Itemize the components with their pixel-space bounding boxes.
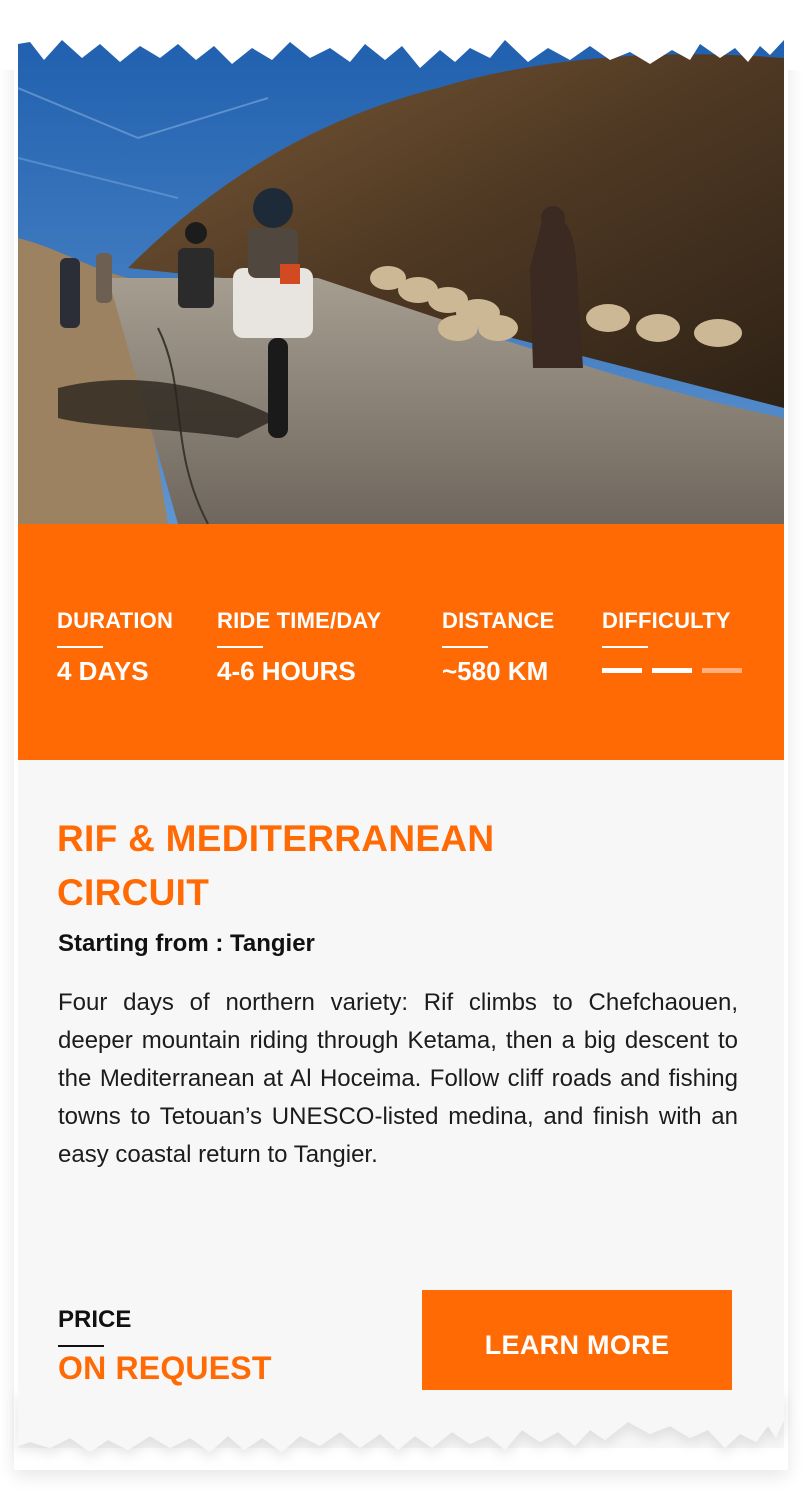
starting-location: Starting from : Tangier	[58, 930, 315, 957]
torn-edge-top	[0, 0, 812, 70]
stat-value: 4 DAYS	[57, 655, 149, 686]
price-divider	[58, 1345, 104, 1347]
stat-label: DURATION	[57, 608, 174, 633]
price-label: PRICE	[58, 1306, 132, 1333]
learn-more-button[interactable]: LEARN MORE	[422, 1290, 732, 1406]
stat-divider	[442, 646, 488, 648]
difficulty-meter	[602, 668, 742, 673]
stat-value: ~580 KM	[442, 655, 549, 686]
stat-value: 4-6 HOURS	[217, 655, 356, 686]
difficulty-bar-filled	[652, 668, 692, 673]
stat-ride-time	[217, 608, 381, 687]
tour-description: Four days of northern variety: Rif climbs to Chefchaouen, deeper mountain riding through Ketama, then a big descent to the Mediterranean at Al Hoceima. Follow cliff roads and fishing towns to Tetouan’s UNESCO-listed medina, and finish with an easy coastal return to Tangier.	[58, 989, 738, 1168]
difficulty-bar-filled	[602, 668, 642, 673]
stat-divider	[602, 646, 648, 648]
tour-title: RIF & MEDITERRANEAN CIRCUIT	[57, 818, 495, 913]
stat-distance	[442, 608, 554, 687]
stat-label: RIDE TIME/DAY	[217, 608, 382, 633]
stat-label: DIFFICULTY	[602, 608, 731, 633]
difficulty-bar-empty	[702, 668, 742, 673]
stat-label: DISTANCE	[442, 608, 555, 633]
tour-stats-band	[18, 524, 784, 760]
price-value: ON REQUEST	[58, 1350, 272, 1386]
stat-duration	[57, 608, 173, 687]
torn-edge-bottom	[0, 1390, 812, 1496]
tour-photo	[18, 28, 784, 524]
tour-photo-image	[18, 28, 784, 524]
stat-divider	[217, 646, 263, 648]
stat-difficulty	[602, 608, 742, 673]
stat-divider	[57, 646, 103, 648]
